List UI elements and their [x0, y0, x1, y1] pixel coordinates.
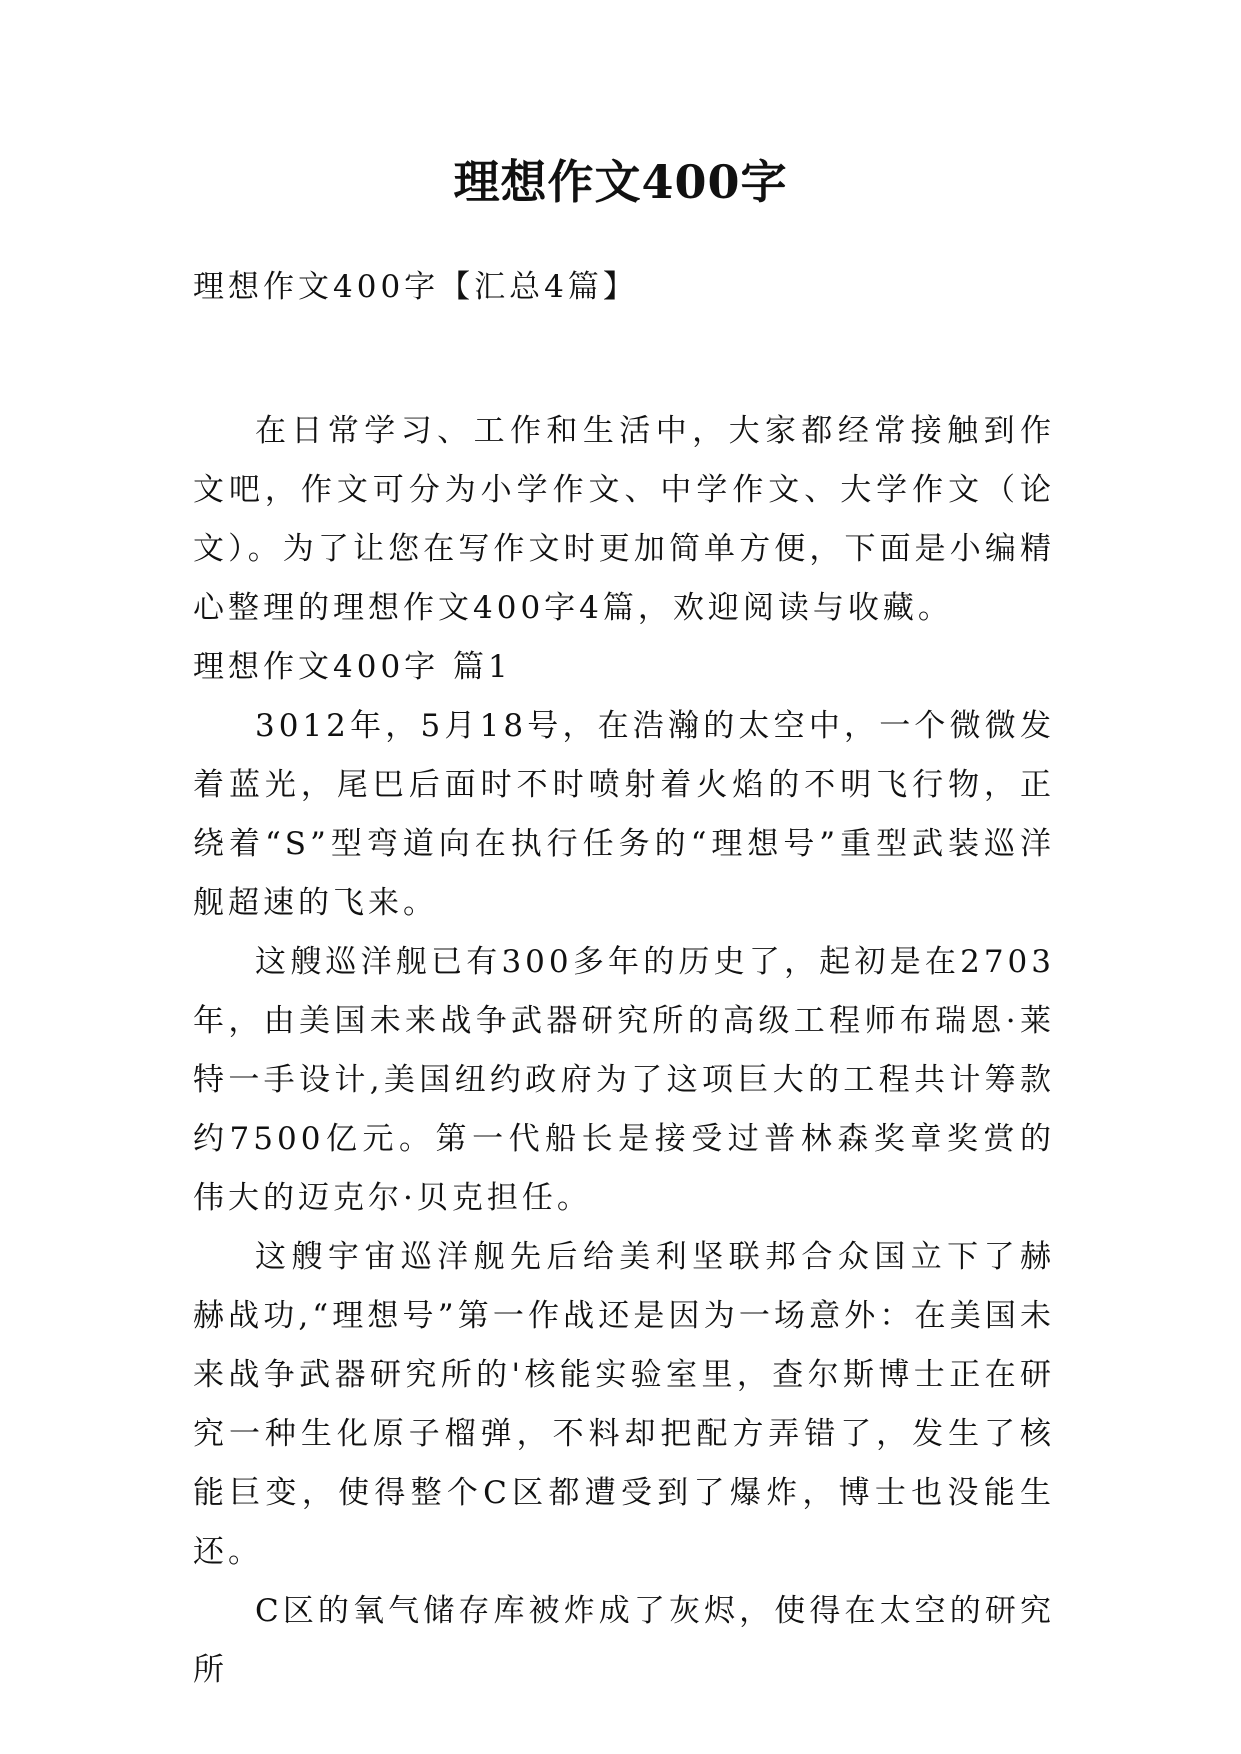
- document-title: 理想作文400字: [453, 155, 788, 209]
- intro-paragraph: 在日常学习、工作和生活中，大家都经常接触到作文吧，作文可分为小学作文、中学作文、大学作文（论文）。为了让您在写作文时更加简单方便，下面是小编精心整理的理想作文400字4篇，欢迎阅读与收藏。: [193, 413, 1055, 626]
- body-paragraph: 这艘巡洋舰已有300多年的历史了，起初是在2703年，由美国未来战争武器研究所的高级工程师布瑞恩·莱特一手设计,美国纽约政府为了这项巨大的工程共计筹款约7500亿元。第一代船长是接受过普林森奖章奖赏的伟大的迈克尔·贝克担任。: [193, 944, 1055, 1216]
- body-paragraph: C区的氧气储存库被炸成了灰烬，使得在太空的研究所: [193, 1593, 1055, 1688]
- body-paragraph: 这艘宇宙巡洋舰先后给美利坚联邦合众国立下了赫赫战功,“理想号”第一作战还是因为一场意外：在美国未来战争武器研究所的'核能实验室里，查尔斯博士正在研究一种生化原子榴弹，不料却把配方弄错了，发生了核能巨变，使得整个C区都遭受到了爆炸，博士也没能生还。: [193, 1239, 1055, 1570]
- document-body: [193, 402, 1055, 1700]
- body-paragraph: 3012年，5月18号，在浩瀚的太空中，一个微微发着蓝光，尾巴后面时不时喷射着火焰的不明飞行物，正绕着“S”型弯道向在执行任务的“理想号”重型武装巡洋舰超速的飞来。: [193, 708, 1055, 921]
- document-subtitle: 理想作文400字【汇总4篇】: [193, 269, 638, 305]
- section-heading: 理想作文400字 篇1: [193, 649, 512, 685]
